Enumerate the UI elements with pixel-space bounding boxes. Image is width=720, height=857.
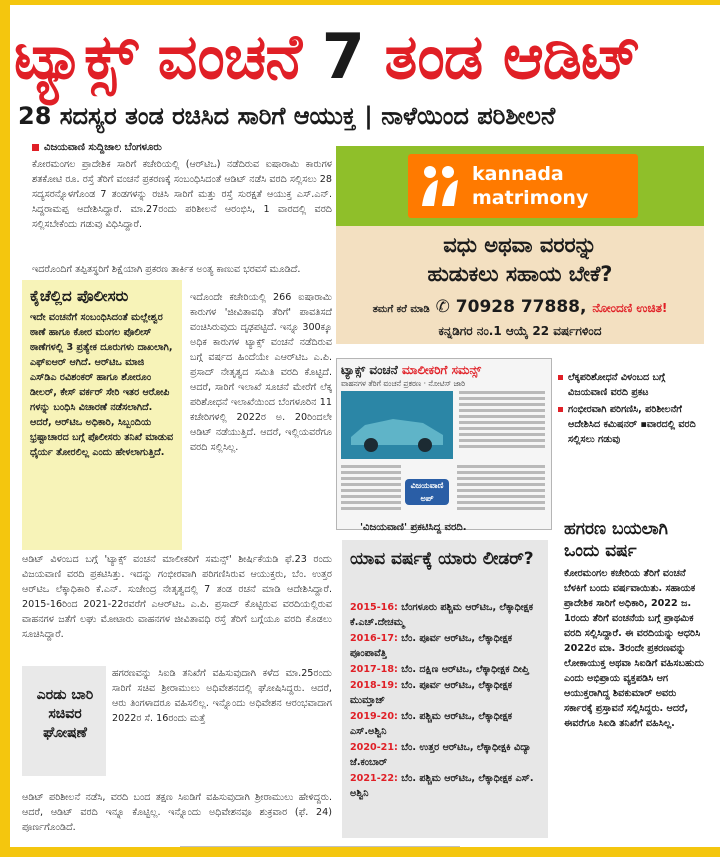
leader-item bbox=[350, 740, 544, 770]
clip-text-lines-2 bbox=[341, 465, 401, 513]
clip-headline bbox=[341, 363, 547, 378]
leader-text: ಬೆಂ. ಪಶ್ಚಿಮ ಆರ್‌ಟಿಒ, ಲೆಕ್ಕಾಧೀಕ್ಷಕ ಎಸ್. ಅಶ್ವಿನಿ bbox=[350, 773, 534, 799]
leader-item bbox=[350, 631, 544, 661]
leader-item bbox=[350, 678, 544, 708]
minister-paragraph: ಹಗರಣವನ್ನು ಸಿಐಡಿ ತನಿಖೆಗೆ ವಹಿಸುವುದಾಗಿ ಕಳೆದ ಮಾ.25ರಂದು ಸಾರಿಗೆ ಸಚಿವ ಶ್ರೀರಾಮುಲು ಅಧಿವೇಶನದಲ್ಲಿ ಘೋಷಿಸಿದ್ದರು. ಆದರೆ, ಆರು ತಿಂಗಳಾದರೂ ವಹಿಸಲಿಲ್ಲ. ಇನ್ನೊಂದು ಅಧಿವೇಶನ ಆರಂಭವಾದಾಗ 2022ರ ಸೆ. 16ರಂದು ಮತ್ತೆ bbox=[112, 668, 332, 724]
dateline-text: ವಿಜಯವಾಣಿ ಸುದ್ದಿಜಾಲ ಬೆಂಗಳೂರು bbox=[44, 142, 162, 153]
subheadline: 28 ಸದಸ್ಯರ ತಂಡ ರಚಿಸಿದ ಸಾರಿಗೆ ಆಯುಕ್ತ | ನಾಳೆಯಿಂದ ಪರಿಶೀಲನೆ bbox=[18, 102, 556, 130]
highlight-item-1 bbox=[558, 370, 704, 400]
intro-paragraph: ಕೋರಮಂಗಲ ಪ್ರಾದೇಶಿಕ ಸಾರಿಗೆ ಕಚೇರಿಯಲ್ಲಿ (ಆರ್‌ಟಿಒ) ನಡೆದಿರುವ ಐಷಾರಾಮಿ ಕಾರುಗಳ ಶತಕೋಟಿ ರೂ. ರಸ್ತೆ ತೆರಿಗೆ ವಂಚನೆ ಪ್ರಕರಣಕ್ಕೆ ಸಂಬಂಧಿಸಿದಂತೆ ಆಡಿಟ್ ನಡೆಸಿ ವರದಿ ಸಲ್ಲಿಸಲು 28 ಸದ್ಯಸರನ್ನೊಳಗೊಂಡ 7 ತಂಡಗಳನ್ನು ರಚಿಸಿ ಸಾರಿಗೆ ಮತ್ತು ರಸ್ತೆ ಸುರಕ್ಷತೆ ಆಯುಕ್ತ ಎಸ್.ಎನ್. ಸಿದ್ದರಾಮಪ್ಪ ಆದೇಶಿಸಿದ್ದಾರೆ. ಮಾ.27ರಂದು ಪರಿಶೀಲನೆ ಆರಂಭಿಸಿ, 1 ವಾರದಲ್ಲಿ ವರದಿ ಸಲ್ಲಿಸಬೇಕೆಂದು ಗಡುವು ವಿಧಿಸಿದ್ದಾರೆ. bbox=[32, 159, 332, 230]
intro-paragraph-2: ಇದರೊಂದಿಗೆ ತಪ್ಪಿತಸ್ಥರಿಗೆ ಶಿಕ್ಷೆಯಾಗಿ ಪ್ರಕರಣ ತಾರ್ಕಿಕ ಅಂತ್ಯ ಕಾಣುವ ಭರವಸೆ ಮೂಡಿದೆ. bbox=[32, 264, 301, 275]
ad-call-label: ತಮಗೆ ಕರೆ ಮಾಡಿ bbox=[372, 304, 430, 315]
year-story-title: ಹಗರಣ ಬಯಲಾಗಿ ಒಂದು ವರ್ಷ bbox=[564, 519, 668, 561]
leader-year: 2015-16: bbox=[350, 602, 398, 613]
leader-item bbox=[350, 662, 544, 677]
minister-box-title: ಎರಡು ಬಾರಿ ಸಚಿವರ ಘೋಷಣೆ bbox=[36, 687, 94, 741]
leader-text: ಬೆಂ. ಪಶ್ಚಿಮ ಆರ್‌ಟಿಒ, ಲೆಕ್ಕಾಧೀಕ್ಷಕ ಎಸ್.ಅಶ್ವಿನಿ bbox=[350, 711, 513, 737]
leaders-title: ಯಾವ ವರ್ಷಕ್ಕೆ ಯಾರು ಲೀಡರ್? bbox=[350, 549, 534, 569]
newspaper-clip bbox=[336, 358, 552, 530]
car-image-icon bbox=[341, 391, 453, 459]
headline-number: 7 bbox=[321, 20, 364, 93]
phone-icon: ✆ bbox=[435, 297, 450, 317]
leader-year: 2021-22: bbox=[350, 773, 398, 784]
ad-brand-text bbox=[472, 162, 588, 210]
yellow-border-top bbox=[0, 0, 720, 5]
ad-green-band bbox=[336, 146, 704, 226]
clip-app-badge: ವಿಜಯವಾಣಿ ಅಪ್ bbox=[405, 479, 449, 505]
clip-subheadline: ವಾಹನಗಳ ತೆರಿಗೆ ವಂಚನೆ ಪ್ರಕರಣ · ನೋಟಿಸ್ ಜಾರಿ bbox=[341, 379, 466, 388]
highlight-text-2: ಗಂಭೀರವಾಗಿ ಪರಿಗಣಿಸಿ, ಪರಿಶೀಲನೆಗೆ ಆದೇಶಿಸಿದ ಕಮಿಷನರ್ ▪ವಾರದಲ್ಲಿ ವರದಿ ಸಲ್ಲಿಸಲು ಗಡುವು bbox=[568, 404, 696, 445]
police-sidebar-body: ಇದೇ ವಂಚನೆಗೆ ಸಂಬಂಧಿಸಿದಂತೆ ಮಲ್ಲೇಶ್ವರ ಠಾಣೆ ಹಾಗೂ ಕೋರ ಮಂಗಲ ಪೊಲೀಸ್ ಠಾಣೆಗಳಲ್ಲಿ 3 ಪ್ರತ್ಯೇಕ ದೂರುಗಳು ದಾಖಲಾಗಿ, ಎಫ್‌ಐಆರ್ ಆಗಿದೆ. ಆರ್‌ಟಿಒ ಮಾಜಿ ಎಸ್‌ಡಿಎ ರವಿಶಂಕರ್ ಹಾಗೂ ಶೋರೂಂ ಡೀಲರ್, ಕೇಸ್ ವರ್ಕರ್ ಸೇರಿ ಇತರ ಆರೋಪಿ ಗಳನ್ನು ಬಂಧಿಸಿ ವಿಚಾರಣೆ ನಡೆಸಲಾಗಿದೆ. ಆದರೆ, ಆರ್‌ಟಿಒ ಅಧಿಕಾರಿ, ಸಿಬ್ಬಂದಿಯ ಭ್ರಷ್ಟಾಚಾರದ ಬಗ್ಗೆ ಪೊಲೀಸರು ತನಿಖೆ ಮಾಡುವ ಧೈರ್ಯ ತೋರಲಿಲ್ಲ ಎಂದು ಹೇಳಲಾಗುತ್ತಿದೆ. bbox=[30, 312, 174, 458]
leader-text: ಬೆಂ. ದಕ್ಷಿಣ ಆರ್‌ಟಿಒ, ಲೆಕ್ಕಾಧೀಕ್ಷಕ ದೀಪ್ತಿ bbox=[401, 664, 529, 675]
leaders-box bbox=[342, 540, 548, 838]
leader-year: 2019-20: bbox=[350, 711, 398, 722]
police-sidebar bbox=[22, 280, 182, 550]
clip-text-lines bbox=[459, 391, 545, 451]
police-sidebar-title: ಕೈಚೆಲ್ಲಿದ ಪೊಲೀಸರು bbox=[30, 287, 129, 305]
ad-brand-line2: matrimony bbox=[472, 187, 589, 209]
minister-box bbox=[22, 666, 106, 776]
clip-headline-red: ಮಾಲೀಕರಿಗೆ ಸಮನ್ಸ್ bbox=[401, 363, 482, 377]
audit-delay-paragraph: ಆಡಿಟ್ ವಿಳಂಬದ ಬಗ್ಗೆ 'ಟ್ಯಾಕ್ಸ್ ವಂಚನೆ ಮಾಲೀಕರಿಗೆ ಸಮನ್ಸ್' ಶೀರ್ಷಿಕೆಯಡಿ ಫೆ.23 ರಂದು ವಿಜಯವಾಣಿ ವರದಿ ಪ್ರಕಟಿಸಿತ್ತು. ಇದನ್ನು ಗಂಭೀರವಾಗಿ ಪರಿಗಣಿಸಿರುವ ಆಯುಕ್ತರು, ಬೆಂ. ಉತ್ತರ ಆರ್‌ಟಿಒ ಲೆಕ್ಕಾಧಿಕಾರಿ ಕೆ.ಎನ್. ಸುಜೇಂದ್ರ ನೇತೃತ್ವದಲ್ಲಿ 7 ತಂಡ ರಚನೆ ಮಾಡಿ ಆದೇಶಿಸಿದ್ದಾರೆ. 2015-16ರಿಂದ 2021-22ರವರೆಗೆ ಎಆರ್‌ಟಿಒ ಎ.ಪಿ. ಪ್ರಸಾದ್ ಕೊಟ್ಟಿರುವ ವರದಿಯಲ್ಲಿರುವ ವಾಹನಗಳ ಜತೆಗೆ ಲಘು ಮೋಟಾರು ವಾಹನಗಳ ಜೀವಿತಾವಧಿ ರಸ್ತೆ ತೆರಿಗೆ ಬಗ್ಗೆಯೂ ವರದಿ ಕೊಡಲು ಸೂಚಿಸಿದ್ದಾರೆ. bbox=[22, 554, 332, 640]
clip-caption: 'ವಿಜಯವಾಣಿ' ಪ್ರಕಟಿಸಿದ್ದ ವರದಿ. bbox=[360, 522, 467, 533]
leader-year: 2018-19: bbox=[350, 680, 398, 691]
ad-tagline: ಕನ್ನಡಿಗರ ನಂ.1 ಆಯ್ಕೆ 22 ವರ್ಷಗಳಿಂದ bbox=[438, 324, 602, 338]
leader-text: ಬೆಂ. ಪೂರ್ವ ಆರ್‌ಟಿಒ, ಲೆಕ್ಕಾಧೀಕ್ಷಕ ಮುಮ್ತಾಜ್ bbox=[350, 680, 513, 706]
ad-phone-row bbox=[336, 296, 704, 321]
leaders-list bbox=[350, 600, 544, 802]
leader-item bbox=[350, 600, 544, 630]
ad-line2: ಹುಡುಕಲು ಸಹಾಯ ಬೇಕೆ? bbox=[427, 262, 613, 286]
bullet-icon bbox=[558, 407, 563, 412]
leader-year: 2017-18: bbox=[350, 664, 398, 675]
highlight-item-2 bbox=[558, 402, 704, 447]
headline bbox=[14, 18, 714, 96]
ad-logo bbox=[408, 154, 638, 218]
highlight-text-1: ಲೆಕ್ಕಪರಿಶೋಧನೆ ವಿಳಂಬದ ಬಗ್ಗೆ ವಿಜಯವಾಣಿ ವರದಿ ಪ್ರಕಟ bbox=[568, 372, 666, 398]
bullet-icon bbox=[558, 375, 563, 380]
clip-headline-black: ಟ್ಯಾಕ್ಸ್ ವಂಚನೆ bbox=[341, 363, 398, 377]
yellow-border-left bbox=[0, 0, 10, 857]
leader-item bbox=[350, 771, 544, 801]
highlights-box bbox=[558, 370, 704, 504]
headline-part1: ಟ್ಯಾಕ್ಸ್ ವಂಚನೆ bbox=[14, 20, 302, 93]
minister-paragraph-cont: ಆಡಿಟ್ ಪರಿಶೀಲನೆ ನಡೆಸಿ, ವರದಿ ಬಂದ ತಕ್ಷಣ ಸಿಐಡಿಗೆ ವಹಿಸುವುದಾಗಿ ಶ್ರೀರಾಮುಲು ಹೇಳಿದ್ದರು. ಆದರೆ, ಆಡಿಟ್ ವರದಿ ಇನ್ನೂ ಕೊಟ್ಟಿಲ್ಲ. ಇನ್ನೊಂದು ಅಧಿವೇಶನವೂ ಶುಕ್ರವಾರ (ಫೆ. 24) ಪೂರ್ಣಗೊಂಡಿದೆ. bbox=[22, 792, 332, 833]
ad-phone[interactable]: 70928 77888, bbox=[455, 297, 587, 317]
headline-part2: ತಂಡ ಆಡಿಟ್ bbox=[384, 20, 641, 93]
leader-text: ಬೆಂ. ಉತ್ತರ ಆರ್‌ಟಿಒ, ಲೆಕ್ಕಾಧೀಕ್ಷಕಿ ವಿದ್ಯಾ ಜೆ.ಕಂಬಾರ್ bbox=[350, 742, 532, 768]
leader-text: ಬೆಂ. ಪೂರ್ವ ಆರ್‌ಟಿಒ, ಲೆಕ್ಕಾಧೀಕ್ಷಕ ಪೂಂಪಾವೆತ್ತಿ bbox=[350, 633, 513, 659]
ad-free-label: ನೋಂದಣಿ ಉಚಿತ! bbox=[592, 301, 668, 315]
dateline-bullet-icon bbox=[32, 144, 39, 151]
ad-brand-line1: kannada bbox=[472, 163, 564, 185]
clip-text-lines-3 bbox=[457, 465, 545, 513]
matrimony-ad[interactable] bbox=[336, 146, 704, 344]
leader-year: 2020-21: bbox=[350, 742, 398, 753]
dateline bbox=[32, 141, 332, 155]
column-2-paragraph: ಇದೊಂದೇ ಕಚೇರಿಯಲ್ಲಿ 266 ಐಷಾರಾಮಿ ಕಾರುಗಳ 'ಜೀವಿತಾವಧಿ ತೆರಿಗೆ' ಪಾವತಿಸದೆ ವಂಚಿಸಿರುವುದು ದೃಢಪಟ್ಟಿದೆ. ಇನ್ನೂ 300ಕ್ಕೂ ಅಧಿಕ ಕಾರುಗಳ ಟ್ಯಾಕ್ಸ್ ವಂಚನೆ ನಡೆದಿರುವ ಬಗ್ಗೆ ವರ್ಷದ ಹಿಂದೆಯೇ ಎಆರ್‌ಟಿಒ ಎ.ಪಿ. ಪ್ರಸಾದ್ ನೇತೃತ್ವದ ಸಮಿತಿ ವರದಿ ಕೊಟ್ಟಿದೆ. ಆದರೆ, ಸಾರಿಗೆ ಇಲಾಖೆ ಸೂಚನೆ ಮೇರೆಗೆ ಲೆಕ್ಕ ಪರಿಶೋಧನೆ ಇಲಾಖೆಯಿಂದ ಬೆಂಗಳೂರಿನ 11 ಕಚೇರಿಗಳಲ್ಲಿ 2022ರ ಅ. 20ರಿಂದಲೇ ಆಡಿಟ್ ನಡೆಯುತ್ತಿದೆ. ಆದರೆ, ಇಲ್ಲಿಯವರೆಗೂ ವರದಿ ಸಲ್ಲಿಸಿಲ್ಲ. bbox=[190, 292, 332, 453]
year-story-body: ಕೋರಮಂಗಲ ಕಚೇರಿಯ ತೆರಿಗೆ ವಂಚನೆ ಬೆಳಕಿಗೆ ಬಂದು ವರ್ಷವಾಯಿತು. ಸಹಾಯಕ ಪ್ರಾದೇಶಿಕ ಸಾರಿಗೆ ಅಧಿಕಾರಿ, 2022 ಜ. 1ರಂದು ತೆರಿಗೆ ವಂಚನೆಯ ಬಗ್ಗೆ ಪ್ರಾಥಮಿಕ ವರದಿ ಸಲ್ಲಿಸಿದ್ದಾರೆ. ಈ ವರದಿಯನ್ನು ಆಧರಿಸಿ 2022ರ ಮಾ. 3ರಂದೇ ಪ್ರಕರಣವನ್ನು ಲೋಕಾಯುಕ್ತ ಅಥವಾ ಸಿಐಡಿಗೆ ವಹಿಸಬಹುದು ಎಂದು ಅಭಿಪ್ರಾಯ ವ್ಯಕ್ತಪಡಿಸಿ ಆಗ ಆಯುಕ್ತರಾಗಿದ್ದ ಶಿವಕುಮಾರ್ ಅವರು ಸರ್ಕಾರಕ್ಕೆ ಪ್ರಸ್ತಾವನೆ ಸಲ್ಲಿಸಿದ್ದರು. ಆದರೆ, ಈವರೆಗೂ ಸಿಐಡಿ ತನಿಖೆಗೆ ವಹಿಸಿಲ್ಲ. bbox=[564, 568, 704, 729]
ad-line1: ವಧು ಅಥವಾ ವರರನ್ನು bbox=[443, 233, 597, 257]
clip-car-photo bbox=[341, 391, 453, 459]
leader-item bbox=[350, 709, 544, 739]
yellow-border-bottom bbox=[0, 847, 720, 857]
leader-text: ಬೆಂಗಳೂರು ಪಶ್ಚಿಮ ಆರ್‌ಟಿಒ, ಲೆಕ್ಕಾಧೀಕ್ಷಕ ಕೆ.ಎಚ್.ದೇಚಮ್ಮ bbox=[350, 602, 534, 628]
leader-year: 2016-17: bbox=[350, 633, 398, 644]
matrimony-logo-icon bbox=[416, 162, 464, 210]
